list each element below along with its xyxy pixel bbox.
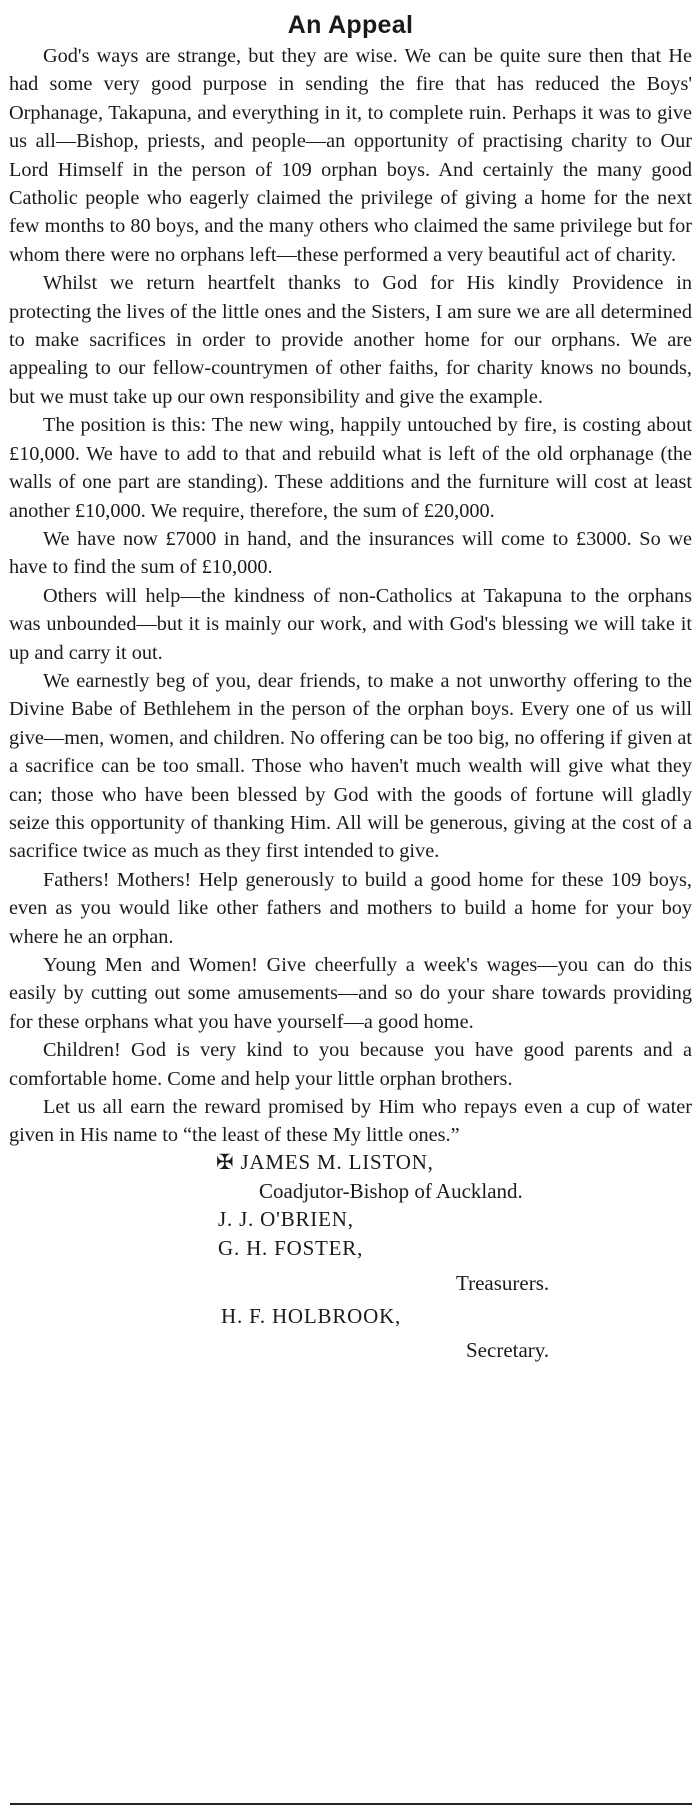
paragraph: Children! God is very kind to you because you have good parents and a comfortable home. Come and help your little orphan brothers. bbox=[9, 1039, 692, 1090]
treasurers-label: Treasurers. bbox=[456, 1270, 550, 1295]
article-body bbox=[9, 42, 692, 1150]
paragraph: Fathers! Mothers! Help generously to build a good home for these 109 boys, even as you would like other fathers and mothers to build a home for your boy where he an orphan. bbox=[9, 868, 692, 948]
bishop-name: ✠ JAMES M. LISTON, bbox=[216, 1149, 434, 1174]
bottom-divider bbox=[10, 1803, 692, 1805]
paragraph: Whilst we return heartfelt thanks to God for His kindly Providence in protecting the lives of the little ones and the Sisters, I am sure we are all determined to make sacrifices in order to provide another home for our orphans. We are appealing to our fellow-countrymen of other faiths, for charity knows no bounds, but we must take up our own responsibility and give the example. bbox=[9, 272, 692, 408]
paragraph: Others will help—the kindness of non-Catholics at Takapuna to the orphans was unbounded—but it is mainly our work, and with God's blessing we will take it up and carry it out. bbox=[9, 584, 692, 664]
paragraph: Young Men and Women! Give cheerfully a week's wages—you can do this easily by cutting out some amusements—and so do your share towards providing for these orphans what you have yourself—a good home. bbox=[9, 954, 692, 1033]
signature-block bbox=[9, 1150, 692, 1380]
treasurer-name-2: G. H. FOSTER, bbox=[218, 1235, 364, 1260]
paragraph: The position is this: The new wing, happily untouched by fire, is costing about £10,000. We have to add to that and rebuild what is left of the old orphanage (the walls of one part are standing). These additions and the furniture will cost at least another £10,000. We require, therefore, the sum of £20,000. bbox=[9, 414, 692, 522]
bishop-title: Coadjutor-Bishop of Auckland. bbox=[259, 1178, 523, 1203]
paragraph: God's ways are strange, but they are wise. We can be quite sure then that He had some very good purpose in sending the fire that has reduced the Boys' Orphanage, Takapuna, and everything in it, to complete ruin. Perhaps it was to give us all—Bishop, priests, and people—an opportunity of practising charity to Our Lord Himself in the person of 109 orphan boys. And certainly the many good Catholic people who eagerly claimed the privilege of giving a home for the next few months to 80 boys, and the many others who claimed the same privilege but for whom there were no orphans left—these performed a very beautiful act of charity. bbox=[9, 45, 692, 266]
paragraph: We have now £7000 in hand, and the insurances will come to £3000. So we have to find the sum of £10,000. bbox=[9, 527, 692, 579]
secretary-name: H. F. HOLBROOK, bbox=[221, 1303, 402, 1328]
paragraph: We earnestly beg of you, dear friends, to make a not unworthy offering to the Divine Babe of Bethlehem in the person of the orphan boys. Every one of us will give—men, women, and children. No offering can be too big, no offering if given at a sacrifice can be too small. Those who haven't much wealth will give what they can; those who have been blessed by God with the goods of fortune will gladly seize this opportunity of thanking Him. All will be generous, giving at the cost of a sacrifice twice as much as they first intended to give. bbox=[9, 669, 692, 863]
paragraph: Let us all earn the reward promised by Him who repays even a cup of water given in His name to “the least of these My little ones.” bbox=[9, 1096, 692, 1147]
secretary-label: Secretary. bbox=[466, 1337, 550, 1362]
treasurer-name-1: J. J. O'BRIEN, bbox=[218, 1206, 354, 1231]
article-title: An Appeal bbox=[287, 11, 414, 39]
